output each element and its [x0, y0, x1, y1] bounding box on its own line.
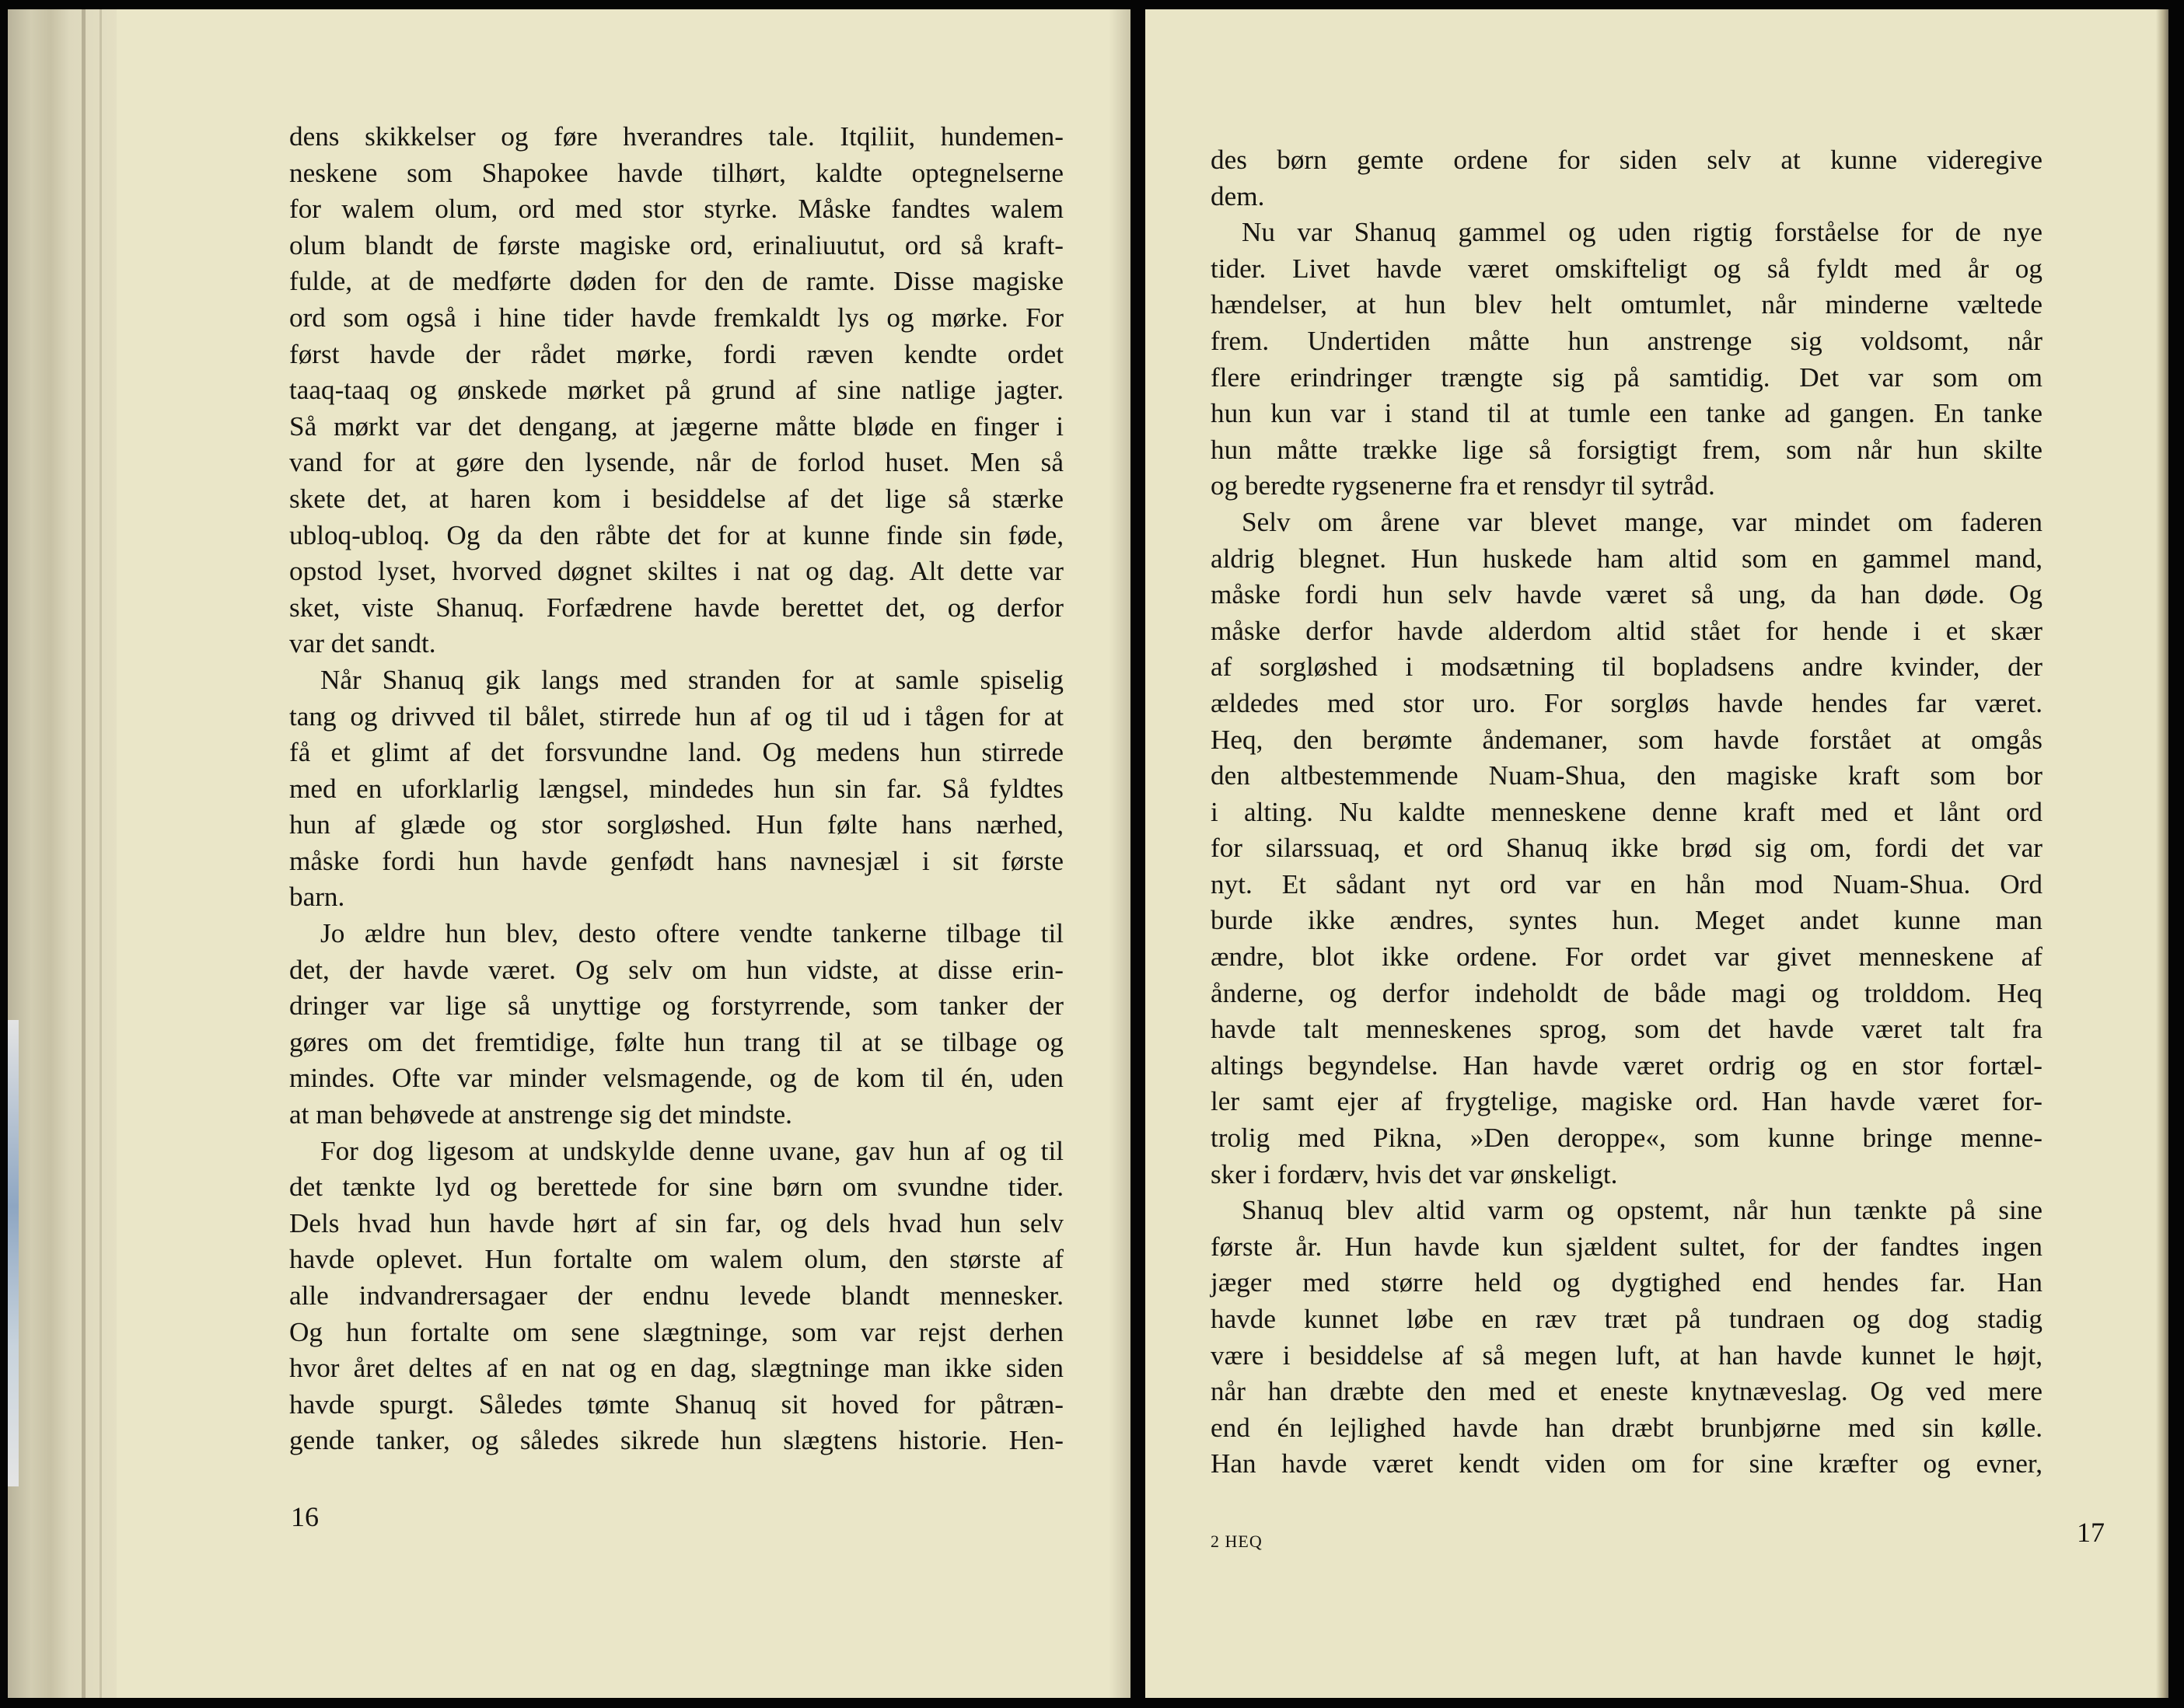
text-line: mindes. Ofte var minder velsmagende, og de kom til én, uden: [289, 1063, 1064, 1094]
text-line: sker i fordærv, hvis det var ønskeligt.: [1211, 1158, 1618, 1189]
text-line: med en uforklarlig længsel, mindedes hun sin far. Så fyldtes: [289, 773, 1064, 804]
text-line: og beredte rygsenerne fra et rensdyr til sytråd.: [1211, 470, 1715, 501]
text-line: tider. Livet havde været omskifteligt og så fyldt med år og: [1211, 253, 2042, 284]
text-line: nyt. Et sådant nyt ord var en hån mod Nuam-Shua. Ord: [1211, 868, 2042, 899]
page-edge-right: [2156, 9, 2168, 1698]
page-edge-left: [8, 9, 117, 1698]
text-line: tang og drivved til bålet, stirrede hun af og til ud i tågen for at: [289, 700, 1064, 732]
text-line: ord som også i hine tider havde fremkaldt lys og mørke. For: [289, 302, 1064, 333]
text-line: ældedes med stor uro. For sorgløs havde hendes far været.: [1211, 687, 2042, 718]
text-line: ånderne, og derfor indeholdt de både magi og trolddom. Heq: [1211, 977, 2042, 1008]
text-line: det tænkte lyd og berettede for sine børn om svundne tider.: [289, 1172, 1064, 1203]
text-line: vand for at gøre den lysende, når de forlod huset. Men så: [289, 447, 1064, 478]
right-page: [1145, 9, 2168, 1698]
text-line: måske fordi hun selv havde været så ung, da han døde. Og: [1211, 579, 2042, 610]
left-page-body-text: [289, 119, 1064, 1459]
text-line: des børn gemte ordene for siden selv at kunne videregive: [1211, 145, 2042, 175]
text-line: måske fordi hun havde genfødt hans navnesjæl i sit første: [289, 845, 1064, 876]
text-line: altings begyndelse. Han havde været ordrig og en stor fortæl-: [1211, 1050, 2042, 1081]
text-line: hvor året deltes af en nat og en dag, slægtninge man ikke siden: [289, 1353, 1064, 1384]
text-line: være i besiddelse af så megen luft, at han havde kunnet le højt,: [1211, 1340, 2042, 1371]
text-line: havde talt menneskenes sprog, som det havde været talt fra: [1211, 1014, 2042, 1045]
text-line: når han dræbte den med et eneste knytnæveslag. Og ved mere: [1211, 1376, 2042, 1407]
text-line: første år. Hun havde kun sjældent sultet, for der fandtes ingen: [1211, 1231, 2042, 1262]
text-line: flere erindringer trængte sig på samtidig. Det var som om: [1211, 362, 2042, 393]
text-line: for walem olum, ord med stor styrke. Måske fandtes walem: [289, 194, 1064, 225]
text-line: få et glimt af det forsvundne land. Og medens hun stirrede: [289, 737, 1064, 768]
text-line: hun måtte trække lige så forsigtigt frem, som når hun skilte: [1211, 434, 2042, 465]
text-line: Når Shanuq gik langs med stranden for at samle spiselig: [320, 664, 1064, 695]
text-line: barn.: [289, 882, 345, 913]
signature-mark: 2 HEQ: [1211, 1532, 1263, 1551]
text-line: Shanuq blev altid varm og opstemt, når hun tænkte på sine: [1242, 1195, 2042, 1226]
text-line: Nu var Shanuq gammel og uden rigtig forståelse for de nye: [1242, 217, 2042, 248]
text-line: dem.: [1211, 180, 1265, 211]
text-line: Jo ældre hun blev, desto oftere vendte tankerne tilbage til: [320, 918, 1064, 949]
page-edge-line: [82, 9, 86, 1698]
text-line: for silarssuaq, et ord Shanuq ikke brød sig om, fordi det var: [1211, 833, 2042, 864]
text-line: Og hun fortalte om sene slægtninge, som var rejst derhen: [289, 1316, 1064, 1347]
text-line: For dog ligesom at undskylde denne uvane, gav hun af og til: [320, 1135, 1064, 1166]
binding-tint: [8, 1020, 19, 1486]
text-line: Dels hvad hun havde hørt af sin far, og dels hvad hun selv: [289, 1207, 1064, 1238]
text-line: opstod lyset, hvorved døgnet skiltes i nat og dag. Alt dette var: [289, 556, 1064, 587]
text-line: ændre, blot ikke ordene. For ordet var givet menneskene af: [1211, 941, 2042, 973]
left-page: [8, 9, 1130, 1698]
text-line: neskene som Shapokee havde tilhørt, kaldte optegnelserne: [289, 157, 1064, 188]
text-line: hun af glæde og stor sorgløshed. Hun følte hans nærhed,: [289, 809, 1064, 840]
gutter-shadow: [1109, 9, 1130, 1698]
page-number-left: 16: [291, 1501, 319, 1532]
text-line: først havde der rådet mørke, fordi ræven kendte ordet: [289, 338, 1064, 369]
text-line: Heq, den berømte åndemaner, som havde forstået at omgås: [1211, 724, 2042, 755]
page-number-right: 17: [2077, 1517, 2105, 1548]
text-line: dens skikkelser og føre hverandres tale. Itqiliit, hundemen-: [289, 121, 1064, 152]
text-line: skete det, at haren kom i besiddelse af det lige så stærke: [289, 483, 1064, 514]
text-line: taaq-taaq og ønskede mørket på grund af sine natlige jagter.: [289, 375, 1064, 406]
text-line: hændelser, at hun blev helt omtumlet, når minderne væltede: [1211, 289, 2042, 320]
text-line: Så mørkt var det dengang, at jægerne måtte bløde en finger i: [289, 410, 1064, 442]
page-edge-line: [100, 9, 102, 1698]
text-line: at man behøvede at anstrenge sig det mindste.: [289, 1099, 792, 1130]
text-line: olum blandt de første magiske ord, erinaliuutut, ord så kraft-: [289, 229, 1064, 260]
text-line: af sorgløshed i modsætning til bopladsens andre kvinder, der: [1211, 651, 2042, 683]
text-line: burde ikke ændres, syntes hun. Meget andet kunne man: [1211, 905, 2042, 936]
text-line: fulde, at de medførte døden for den de ramte. Disse magiske: [289, 266, 1064, 297]
text-line: hun kun var i stand til at tumle een tanke ad gangen. En tanke: [1211, 398, 2042, 429]
text-line: havde kunnet løbe en ræv træt på tundraen og dog stadig: [1211, 1304, 2042, 1334]
text-line: gende tanker, og således sikrede hun slægtens historie. Hen-: [289, 1425, 1064, 1456]
text-line: i alting. Nu kaldte menneskene denne kraft med et lånt ord: [1211, 796, 2042, 827]
text-line: havde oplevet. Hun fortalte om walem olum, den største af: [289, 1244, 1064, 1275]
text-line: trolig med Pikna, »Den deroppe«, som kunne bringe menne-: [1211, 1123, 2042, 1154]
text-line: sket, viste Shanuq. Forfædrene havde berettet det, og derfor: [289, 592, 1064, 623]
text-line: havde spurgt. Således tømte Shanuq sit hoved for påtræn-: [289, 1388, 1064, 1420]
right-page-body-text: [1211, 142, 2042, 1483]
text-line: var det sandt.: [289, 628, 436, 659]
text-line: aldrig blegnet. Hun huskede ham altid som en gammel mand,: [1211, 543, 2042, 574]
text-line: Selv om årene var blevet mange, var mindet om faderen: [1242, 506, 2042, 537]
text-line: ler samt ejer af frygtelige, magiske ord. Han havde været for-: [1211, 1086, 2042, 1117]
text-line: end én lejlighed havde han dræbt brunbjørne med sin kølle.: [1211, 1412, 2042, 1443]
text-line: ubloq-ubloq. Og da den råbte det for at kunne finde sin føde,: [289, 519, 1064, 550]
text-line: det, der havde været. Og selv om hun vidste, at disse erin-: [289, 954, 1064, 985]
text-line: dringer var lige så unyttige og forstyrrende, som tanker der: [289, 990, 1064, 1022]
text-line: den altbestemmende Nuam-Shua, den magiske kraft som bor: [1211, 760, 2042, 791]
text-line: frem. Undertiden måtte hun anstrenge sig voldsomt, når: [1211, 325, 2042, 356]
text-line: måske derfor havde alderdom altid stået for hende i et skær: [1211, 615, 2042, 646]
text-line: Han havde været kendt viden om for sine kræfter og evner,: [1211, 1448, 2042, 1479]
text-line: jæger med større held og dygtighed end hendes far. Han: [1211, 1267, 2042, 1298]
text-line: gøres om det fremtidige, følte hun trang til at se tilbage og: [289, 1026, 1064, 1057]
text-line: alle indvandrersagaer der endnu levede blandt mennesker.: [289, 1280, 1064, 1311]
